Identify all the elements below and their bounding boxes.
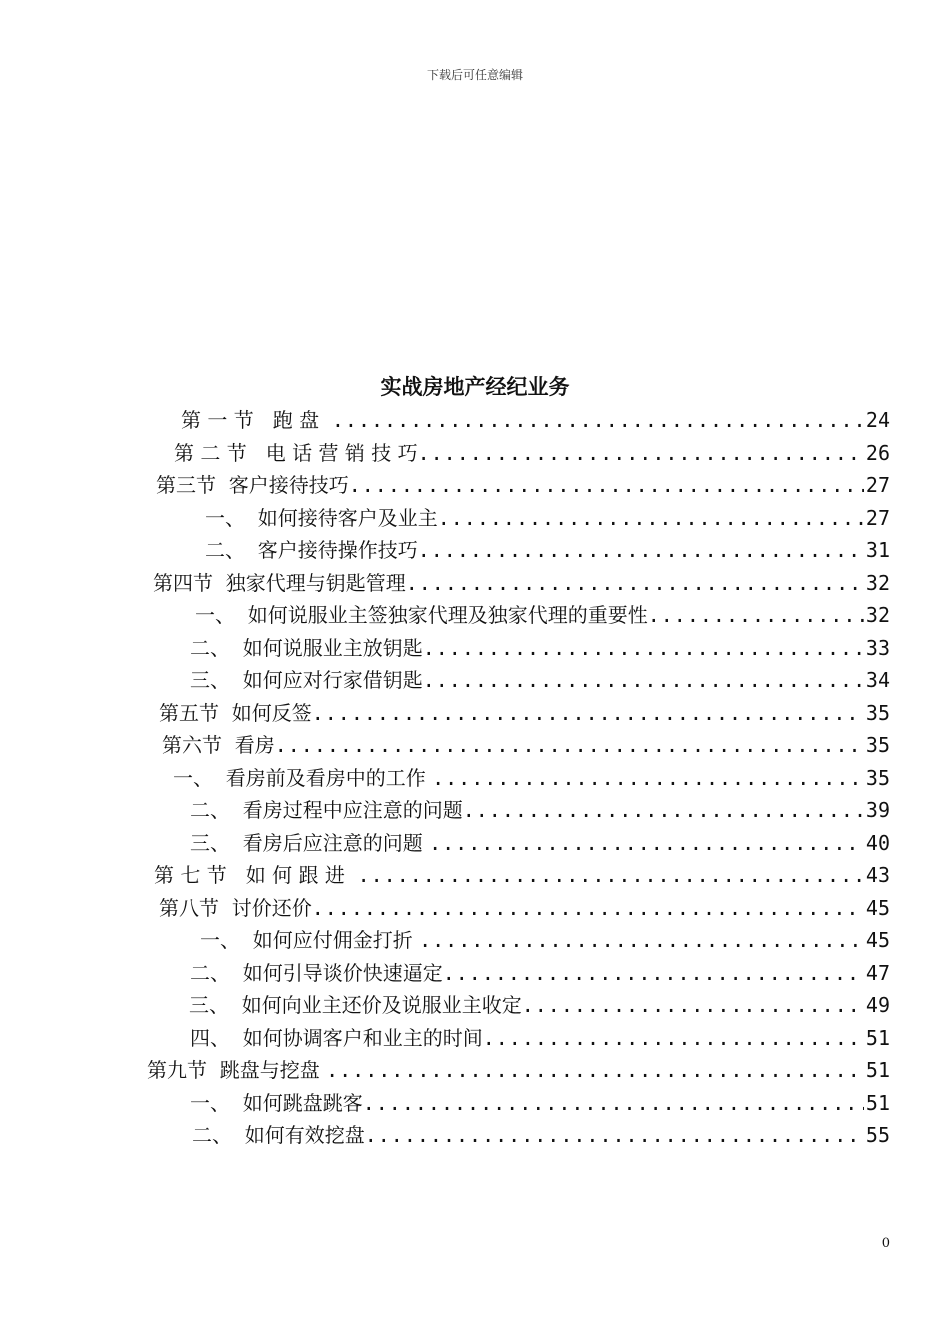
toc-entry-label: 四、 如何协调客户和业主的时间 bbox=[190, 1025, 483, 1050]
toc-entry[interactable] bbox=[154, 857, 890, 889]
toc-entry[interactable] bbox=[190, 955, 890, 987]
toc-entry-label: 二、 如何引导谈价快速逼定 bbox=[190, 960, 443, 985]
toc-dot-leader bbox=[423, 634, 864, 662]
document-title: 实战房地产经纪业务 bbox=[380, 375, 570, 399]
toc-dot-leader bbox=[418, 439, 864, 467]
toc-dot-leader bbox=[648, 601, 864, 629]
toc-entry-label: 一、 看房前及看房中的工作 bbox=[173, 765, 433, 790]
toc-entry[interactable] bbox=[174, 435, 890, 467]
toc-entry-page: 47 bbox=[865, 960, 890, 985]
toc-entry-page: 35 bbox=[865, 765, 890, 790]
toc-dot-leader bbox=[432, 764, 864, 792]
toc-entry-page: 32 bbox=[865, 603, 890, 627]
toc-entry-label: 二、 如何说服业主放钥匙 bbox=[190, 635, 423, 660]
toc-dot-leader bbox=[406, 569, 864, 597]
toc-entry-label: 第 一 节 跑 盘 bbox=[181, 408, 332, 432]
toc-entry[interactable] bbox=[195, 597, 890, 629]
toc-entry-page: 32 bbox=[865, 570, 890, 595]
toc-entry-label: 一、 如何说服业主签独家代理及独家代理的重要性 bbox=[195, 603, 648, 627]
toc-entry[interactable] bbox=[173, 760, 890, 792]
toc-entry-label: 第四节 独家代理与钥匙管理 bbox=[153, 570, 406, 595]
toc-entry-label: 一、 如何跳盘跳客 bbox=[190, 1090, 363, 1115]
toc-entry-page: 31 bbox=[865, 538, 890, 562]
toc-dot-leader bbox=[423, 666, 864, 694]
toc-dot-leader bbox=[429, 829, 864, 857]
toc-entry-page: 34 bbox=[865, 668, 890, 692]
toc-entry-page: 45 bbox=[865, 928, 890, 952]
toc-entry-label: 三、 如何应对行家借钥匙 bbox=[190, 668, 423, 692]
toc-dot-leader bbox=[363, 1089, 864, 1117]
toc-dot-leader bbox=[358, 861, 864, 889]
toc-entry[interactable] bbox=[190, 1085, 890, 1117]
toc-dot-leader bbox=[522, 991, 864, 1019]
toc-entry[interactable] bbox=[181, 402, 890, 434]
toc-dot-leader bbox=[463, 796, 864, 824]
toc-entry[interactable] bbox=[190, 1020, 890, 1052]
header-note: 下载后可任意编辑 bbox=[426, 68, 523, 82]
toc-entry[interactable] bbox=[156, 467, 890, 499]
toc-entry-label: 第三节 客户接待技巧 bbox=[156, 473, 349, 497]
toc-entry[interactable] bbox=[147, 1052, 890, 1084]
toc-entry-page: 51 bbox=[865, 1058, 890, 1082]
toc-entry-label: 第五节 如何反签 bbox=[159, 700, 312, 725]
toc-entry-page: 35 bbox=[865, 700, 890, 725]
toc-entry-page: 55 bbox=[865, 1123, 890, 1147]
toc-entry[interactable] bbox=[159, 890, 890, 922]
toc-dot-leader bbox=[438, 504, 864, 532]
toc-entry-label: 第九节 跳盘与挖盘 bbox=[147, 1058, 327, 1082]
toc-dot-leader bbox=[349, 471, 864, 499]
toc-entry[interactable] bbox=[205, 532, 890, 564]
toc-entry-page: 24 bbox=[865, 408, 890, 432]
toc-entry[interactable] bbox=[153, 565, 890, 597]
toc-entry-page: 39 bbox=[865, 798, 890, 822]
toc-entry-label: 第八节 讨价还价 bbox=[159, 895, 312, 920]
toc-dot-leader bbox=[312, 894, 864, 922]
toc-entry-page: 51 bbox=[865, 1025, 890, 1050]
toc-entry[interactable] bbox=[159, 695, 890, 727]
toc-entry-page: 33 bbox=[865, 635, 890, 660]
toc-dot-leader bbox=[419, 926, 864, 954]
toc-dot-leader bbox=[326, 1056, 864, 1084]
toc-entry-page: 45 bbox=[865, 895, 890, 920]
toc-entry-label: 一、 如何接待客户及业主 bbox=[205, 505, 438, 530]
toc-entry-label: 第 七 节 如 何 跟 进 bbox=[154, 863, 358, 887]
toc-entry[interactable] bbox=[205, 500, 890, 532]
toc-entry-page: 51 bbox=[865, 1090, 890, 1115]
toc-dot-leader bbox=[312, 699, 864, 727]
toc-entry-page: 35 bbox=[865, 733, 890, 757]
toc-dot-leader bbox=[332, 406, 864, 434]
page-number: 0 bbox=[881, 1236, 890, 1251]
toc-entry-page: 27 bbox=[865, 473, 890, 497]
toc-entry-label: 三、 如何向业主还价及说服业主收定 bbox=[189, 993, 522, 1017]
toc-entry-page: 40 bbox=[865, 830, 890, 855]
toc-entry[interactable] bbox=[190, 825, 890, 857]
toc-dot-leader bbox=[275, 731, 864, 759]
toc-entry-label: 三、 看房后应注意的问题 bbox=[190, 830, 430, 855]
toc-entry-page: 27 bbox=[865, 505, 890, 530]
toc-entry[interactable] bbox=[162, 727, 890, 759]
toc-dot-leader bbox=[418, 536, 864, 564]
toc-entry-label: 第六节 看房 bbox=[162, 733, 275, 757]
toc-entry[interactable] bbox=[190, 662, 890, 694]
toc-entry-page: 26 bbox=[865, 440, 890, 465]
toc-dot-leader bbox=[483, 1024, 864, 1052]
toc-entry[interactable] bbox=[189, 987, 890, 1019]
toc-entry[interactable] bbox=[200, 922, 890, 954]
toc-entry-label: 二、 客户接待操作技巧 bbox=[205, 538, 418, 562]
toc-entry[interactable] bbox=[190, 630, 890, 662]
toc-dot-leader bbox=[365, 1121, 864, 1149]
toc-dot-leader bbox=[443, 959, 864, 987]
toc-entry[interactable] bbox=[190, 792, 890, 824]
toc-entry-page: 49 bbox=[865, 993, 890, 1017]
toc-entry-label: 第 二 节 电 话 营 销 技 巧 bbox=[174, 440, 418, 465]
toc-entry-label: 二、 看房过程中应注意的问题 bbox=[190, 798, 463, 822]
toc-entry-label: 二、 如何有效挖盘 bbox=[192, 1123, 365, 1147]
toc-entry[interactable] bbox=[192, 1117, 890, 1149]
toc-entry-label: 一、 如何应付佣金打折 bbox=[200, 928, 420, 952]
toc-entry-page: 43 bbox=[865, 863, 890, 887]
